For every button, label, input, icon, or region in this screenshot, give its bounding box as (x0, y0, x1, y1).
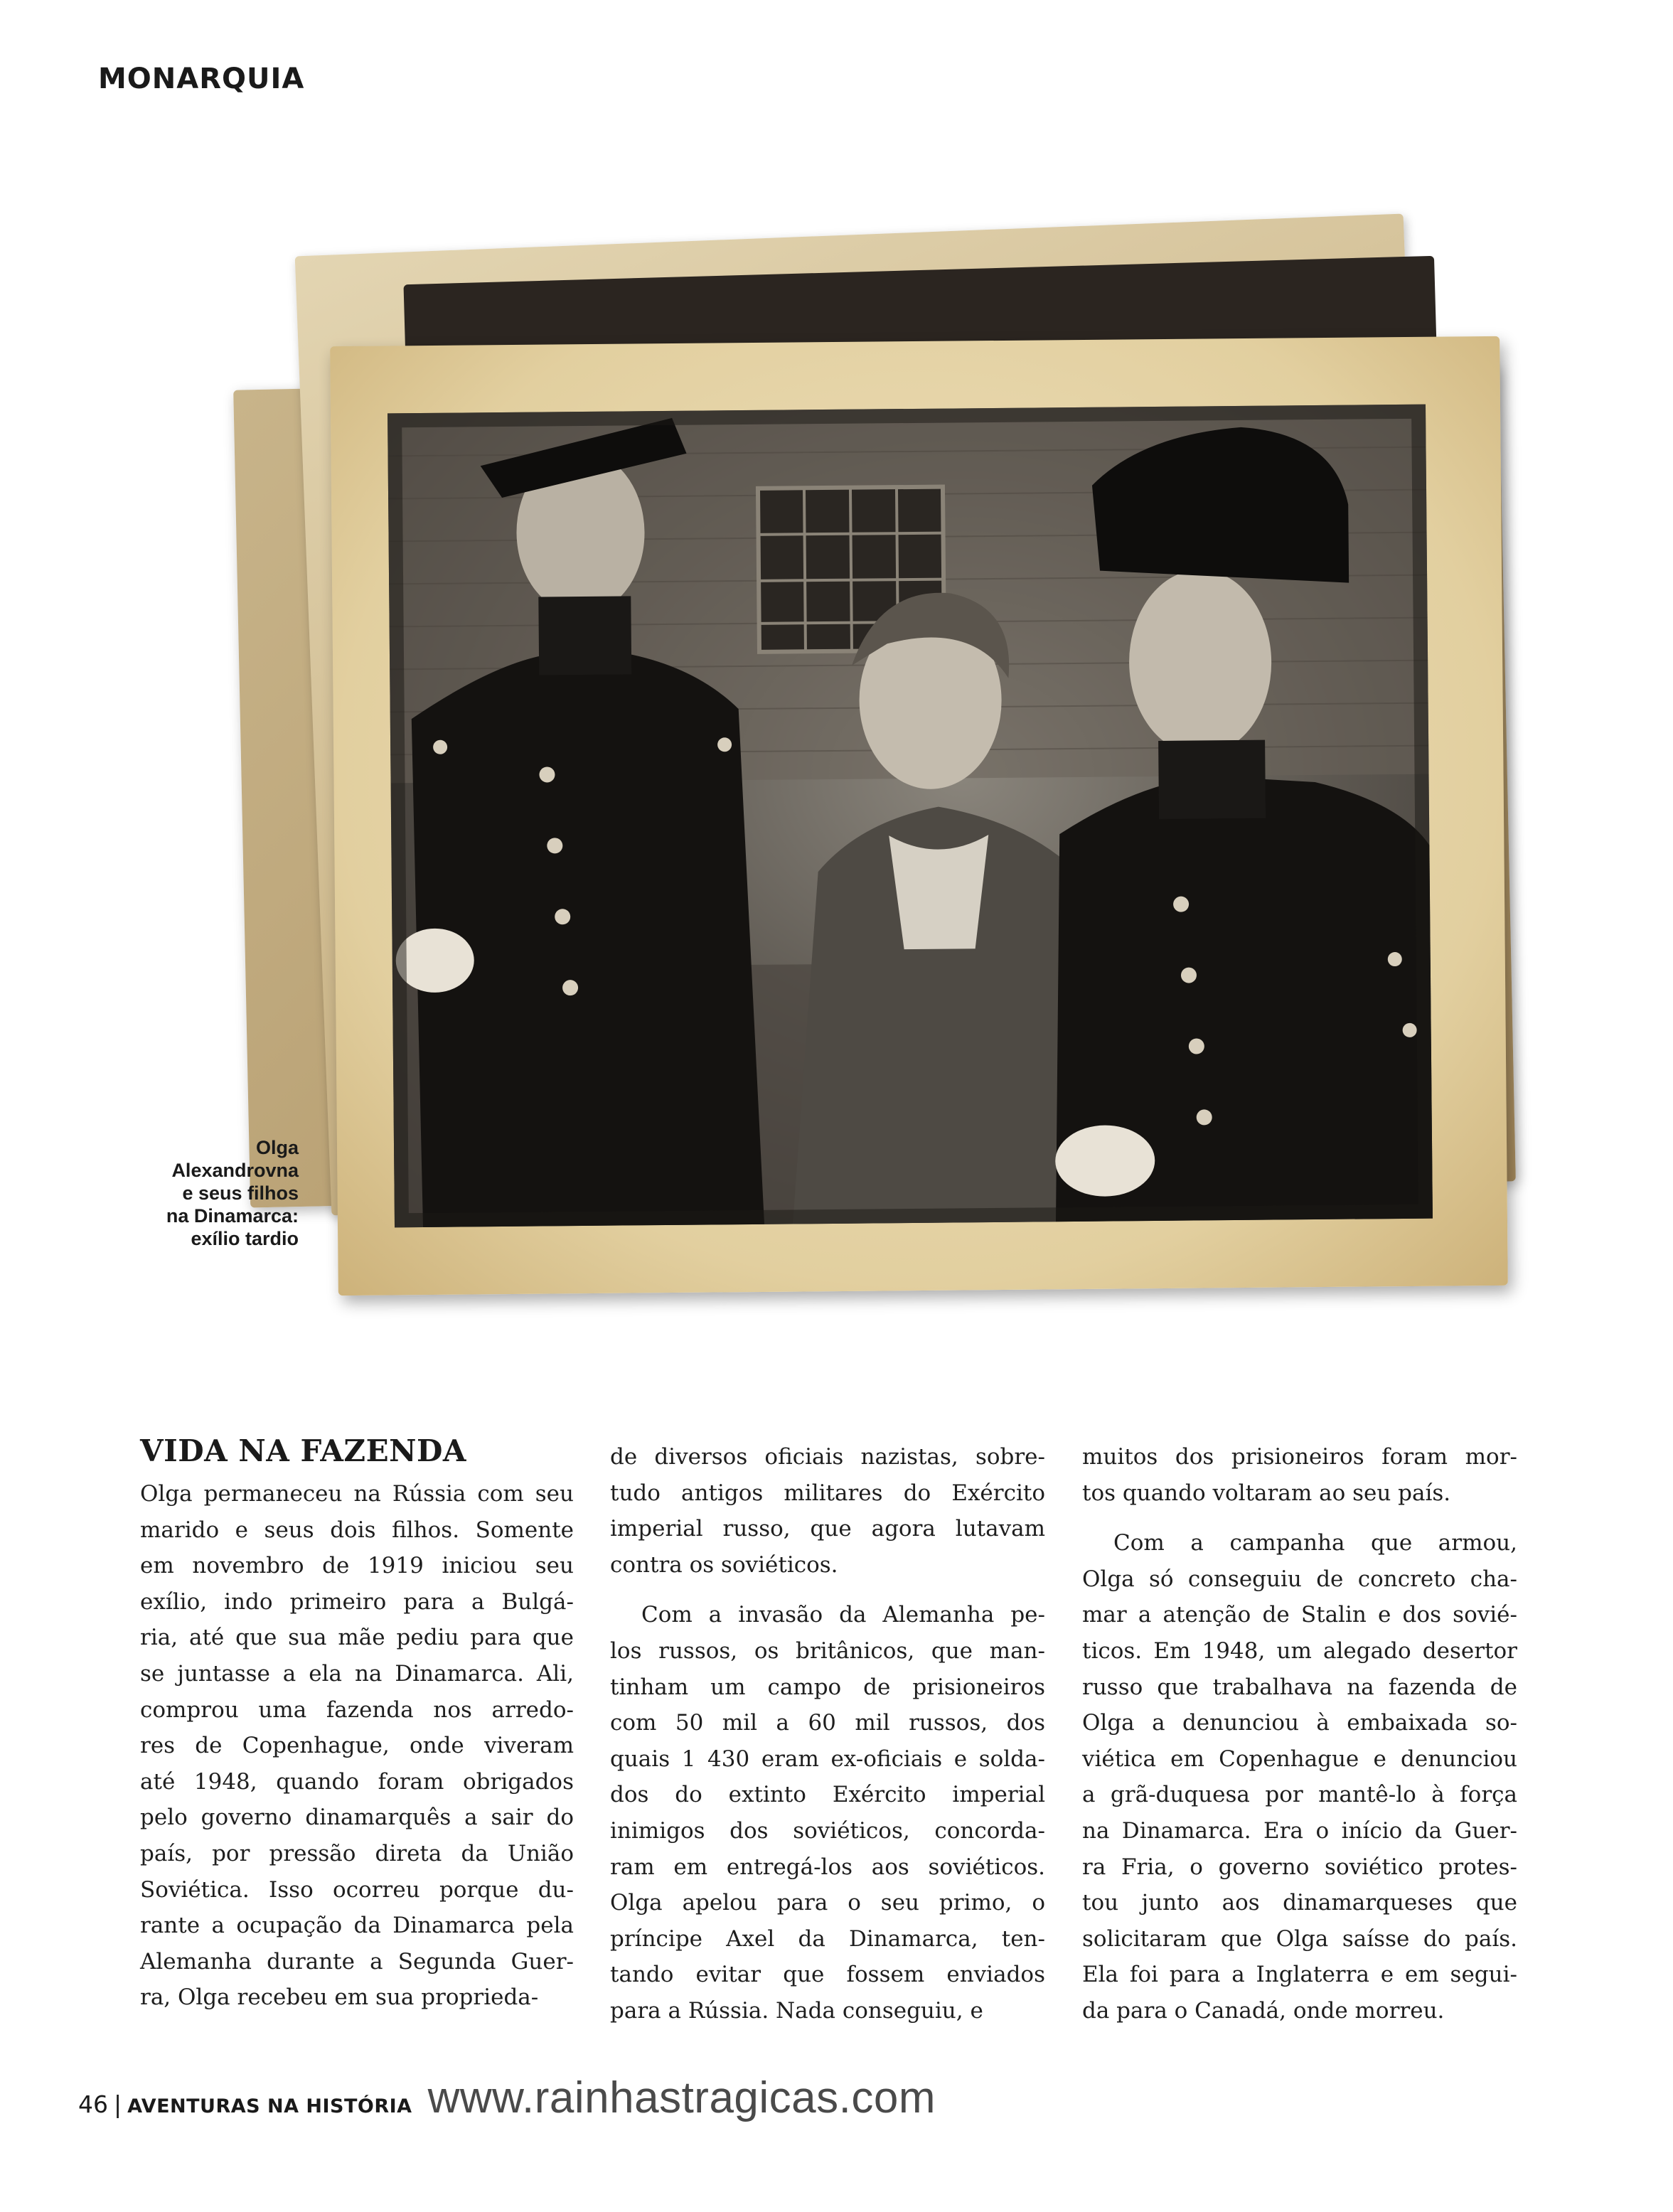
text-line: dos do extinto Exército imperial (610, 1782, 1045, 1808)
text-line: Com a campanha que armou, (1113, 1530, 1517, 1556)
text-line: mar a atenção de Stalin e dos sovié- (1082, 1602, 1517, 1628)
text-line: muitos dos prisioneiros foram mor- (1082, 1444, 1517, 1470)
text-line: Olga a denunciou à embaixada so- (1082, 1710, 1517, 1736)
caption-line: exílio tardio (191, 1228, 299, 1249)
text-line: tou junto aos dinamarqueses que (1082, 1890, 1517, 1916)
text-line: Olga só conseguiu de concreto cha- (1082, 1566, 1517, 1592)
text-line: contra os soviéticos. (610, 1551, 838, 1578)
text-line: Olga permaneceu na Rússia com seu (140, 1481, 574, 1507)
section-label: MONARQUIA (98, 63, 305, 95)
text-line: ria, até que sua mãe pediu para que (140, 1625, 574, 1651)
text-line: se juntasse a ela na Dinamarca. Ali, (140, 1660, 574, 1687)
text-line: tudo antigos militares do Exército (610, 1480, 1045, 1506)
text-line: ticos. Em 1948, um alegado desertor (1082, 1637, 1517, 1664)
text-line: comprou uma fazenda nos arredo- (140, 1697, 574, 1723)
text-line: ram em entregá-los aos soviéticos. (610, 1854, 1045, 1880)
text-line: rante a ocupação da Dinamarca pela (140, 1913, 574, 1939)
text-line: Soviética. Isso ocorreu porque du- (140, 1876, 574, 1903)
magazine-name: AVENTURAS NA HISTÓRIA (127, 2095, 412, 2117)
text-line: até 1948, quando foram obrigados (140, 1768, 574, 1795)
text-line: marido e seus dois filhos. Somente (140, 1517, 574, 1543)
text-line: da para o Canadá, onde morreu. (1082, 1997, 1445, 2024)
text-line: pelo governo dinamarquês a sair do (140, 1805, 574, 1831)
text-line: país, por pressão direta da União (140, 1840, 574, 1866)
text-line: Com a invasão da Alemanha pe- (641, 1602, 1045, 1628)
article-heading: VIDA NA FAZENDA (140, 1433, 466, 1468)
text-line: imperial russo, que agora lutavam (610, 1516, 1045, 1542)
text-line: com 50 mil a 60 mil russos, dos (610, 1710, 1045, 1736)
text-line: príncipe Axel da Dinamarca, ten- (610, 1925, 1045, 1952)
text-line: ra Fria, o governo soviético protes- (1082, 1854, 1517, 1880)
text-line: viética em Copenhague e denunciou (1082, 1746, 1517, 1772)
historical-photo (387, 405, 1433, 1228)
page-footer (78, 2073, 936, 2122)
text-line: tinham um campo de prisioneiros (610, 1674, 1045, 1700)
footer-separator: | (114, 2090, 122, 2118)
text-line: para a Rússia. Nada conseguiu, e (610, 1997, 983, 2024)
caption-line: Olga (255, 1137, 299, 1158)
text-line: tos quando voltaram ao seu país. (1082, 1480, 1451, 1506)
text-line: a grã-duquesa por mantê-lo à força (1082, 1782, 1517, 1808)
photo-illustration (387, 405, 1433, 1228)
article-column-1 (140, 1476, 574, 2016)
caption-line: na Dinamarca: (166, 1205, 299, 1227)
text-line: Olga apelou para o seu primo, o (610, 1890, 1045, 1916)
website-watermark: www.rainhastragicas.com (427, 2073, 936, 2122)
text-line: Ela foi para a Inglaterra e em segui- (1082, 1962, 1517, 1988)
text-line: na Dinamarca. Era o início da Guer- (1082, 1817, 1517, 1844)
text-line: exílio, indo primeiro para a Bulgá- (140, 1588, 574, 1615)
text-line: ra, Olga recebeu em sua proprieda- (140, 1984, 539, 2011)
caption-line: Alexandrovna (171, 1160, 299, 1181)
text-line: tando evitar que fossem enviados (610, 1962, 1045, 1988)
caption-line: e seus filhos (182, 1182, 299, 1204)
article-column-2 (610, 1439, 1045, 2029)
text-line: em novembro de 1919 iniciou seu (140, 1553, 574, 1579)
page-number: 46 (78, 2090, 108, 2118)
text-line: Alemanha durante a Segunda Guer- (140, 1948, 574, 1975)
text-line: quais 1 430 eram ex-oficiais e solda- (610, 1746, 1045, 1772)
text-line: inimigos dos soviéticos, concorda- (610, 1817, 1045, 1844)
text-line: los russos, os britânicos, que man- (610, 1637, 1045, 1664)
article-column-3 (1082, 1439, 1517, 2029)
text-line: res de Copenhague, onde viveram (140, 1733, 574, 1759)
text-line: solicitaram que Olga saísse do país. (1082, 1925, 1517, 1952)
photo-caption (71, 1136, 299, 1250)
text-line: russo que trabalhava na fazenda de (1082, 1674, 1517, 1700)
text-line: de diversos oficiais nazistas, sobre- (610, 1444, 1045, 1470)
